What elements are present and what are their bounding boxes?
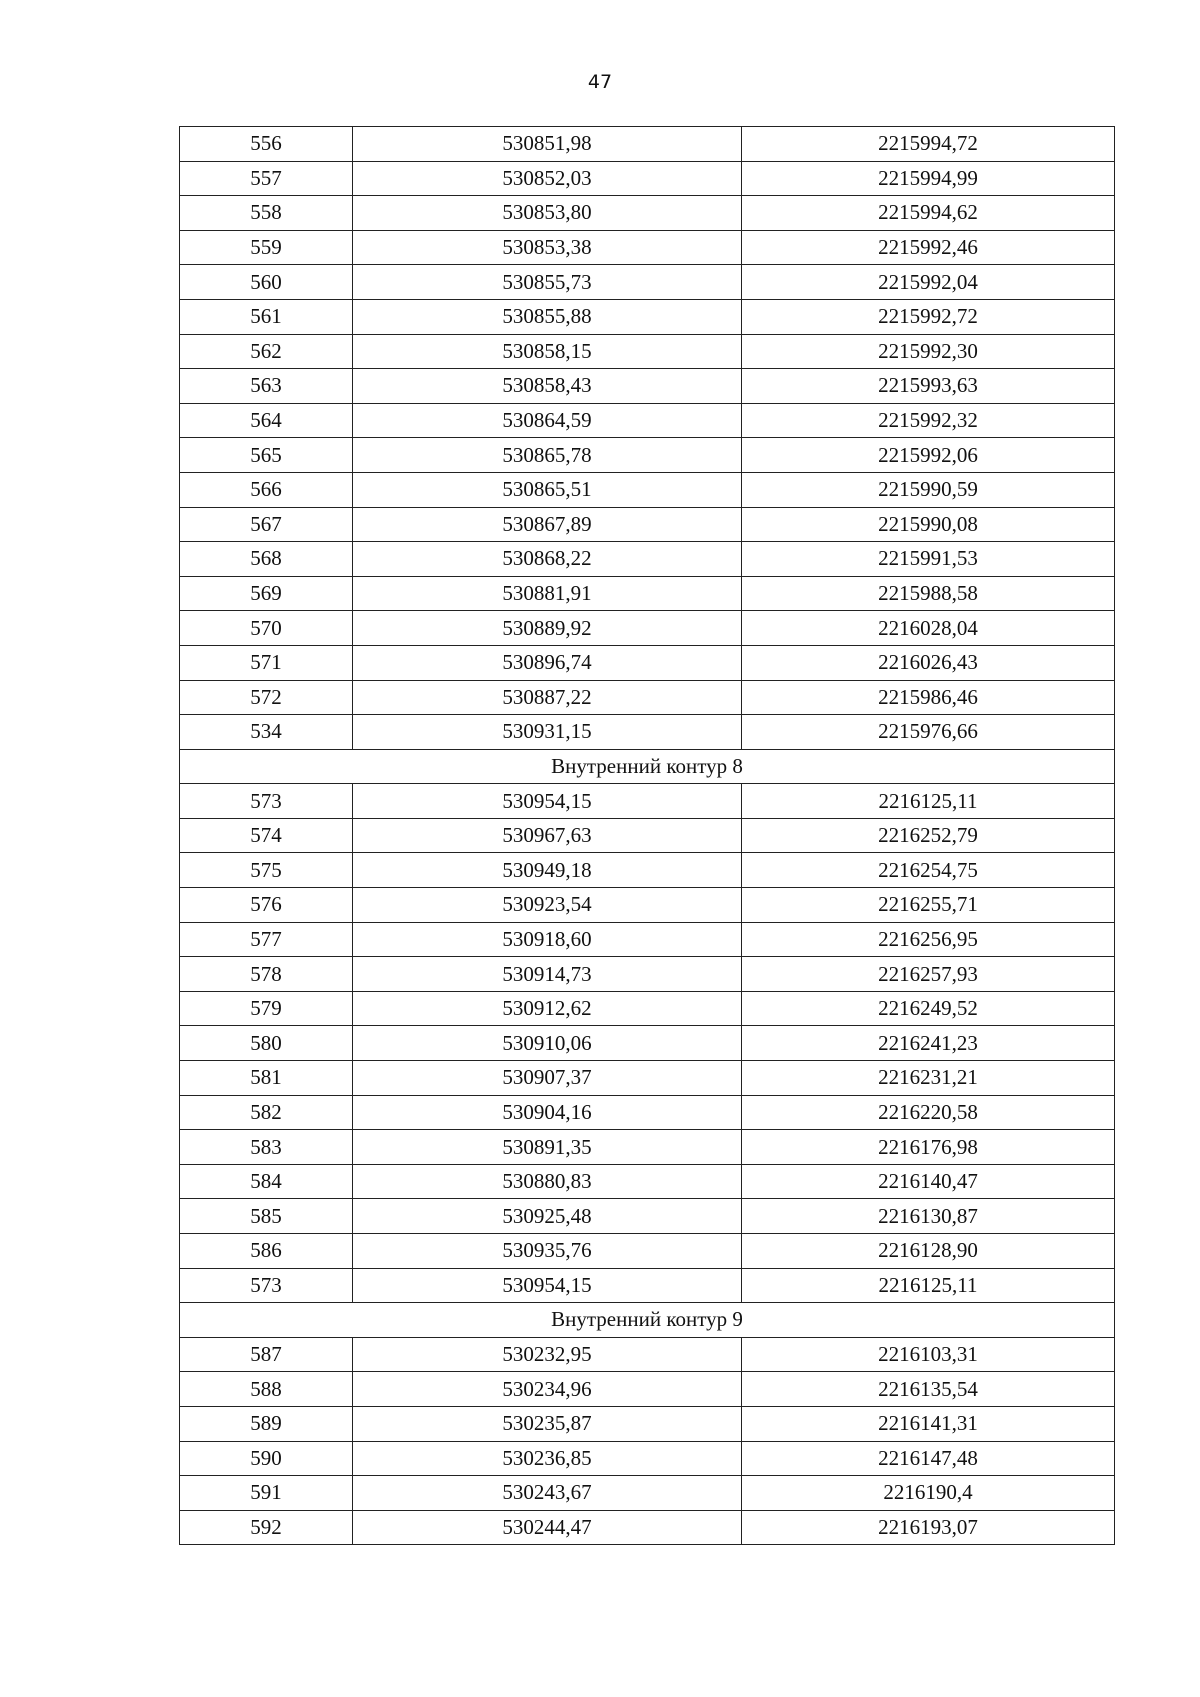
point-number-cell: 580 bbox=[180, 1026, 353, 1061]
y-coordinate-cell: 2216190,4 bbox=[742, 1476, 1115, 1511]
coordinates-table bbox=[179, 126, 1115, 1545]
point-number-cell: 569 bbox=[180, 576, 353, 611]
x-coordinate-cell: 530851,98 bbox=[353, 127, 742, 162]
table-row bbox=[180, 645, 1115, 680]
table-row bbox=[180, 1061, 1115, 1096]
x-coordinate-cell: 530896,74 bbox=[353, 645, 742, 680]
y-coordinate-cell: 2216128,90 bbox=[742, 1234, 1115, 1269]
table-row bbox=[180, 1337, 1115, 1372]
point-number-cell: 575 bbox=[180, 853, 353, 888]
x-coordinate-cell: 530232,95 bbox=[353, 1337, 742, 1372]
x-coordinate-cell: 530912,62 bbox=[353, 991, 742, 1026]
point-number-cell: 584 bbox=[180, 1164, 353, 1199]
point-number-cell: 582 bbox=[180, 1095, 353, 1130]
table-row bbox=[180, 853, 1115, 888]
y-coordinate-cell: 2215976,66 bbox=[742, 715, 1115, 750]
table-row bbox=[180, 1026, 1115, 1061]
table-row bbox=[180, 299, 1115, 334]
x-coordinate-cell: 530967,63 bbox=[353, 818, 742, 853]
point-number-cell: 561 bbox=[180, 299, 353, 334]
point-number-cell: 572 bbox=[180, 680, 353, 715]
point-number-cell: 574 bbox=[180, 818, 353, 853]
point-number-cell: 576 bbox=[180, 888, 353, 923]
y-coordinate-cell: 2215992,04 bbox=[742, 265, 1115, 300]
y-coordinate-cell: 2216026,43 bbox=[742, 645, 1115, 680]
point-number-cell: 570 bbox=[180, 611, 353, 646]
y-coordinate-cell: 2216103,31 bbox=[742, 1337, 1115, 1372]
point-number-cell: 588 bbox=[180, 1372, 353, 1407]
y-coordinate-cell: 2216147,48 bbox=[742, 1441, 1115, 1476]
y-coordinate-cell: 2216254,75 bbox=[742, 853, 1115, 888]
table-row bbox=[180, 784, 1115, 819]
table-row bbox=[180, 438, 1115, 473]
table-row bbox=[180, 680, 1115, 715]
table-row bbox=[180, 611, 1115, 646]
x-coordinate-cell: 530234,96 bbox=[353, 1372, 742, 1407]
point-number-cell: 589 bbox=[180, 1406, 353, 1441]
x-coordinate-cell: 530855,73 bbox=[353, 265, 742, 300]
point-number-cell: 573 bbox=[180, 784, 353, 819]
point-number-cell: 577 bbox=[180, 922, 353, 957]
y-coordinate-cell: 2216231,21 bbox=[742, 1061, 1115, 1096]
table-row bbox=[180, 1268, 1115, 1303]
x-coordinate-cell: 530891,35 bbox=[353, 1130, 742, 1165]
x-coordinate-cell: 530865,78 bbox=[353, 438, 742, 473]
point-number-cell: 578 bbox=[180, 957, 353, 992]
x-coordinate-cell: 530910,06 bbox=[353, 1026, 742, 1061]
x-coordinate-cell: 530244,47 bbox=[353, 1510, 742, 1545]
point-number-cell: 592 bbox=[180, 1510, 353, 1545]
x-coordinate-cell: 530867,89 bbox=[353, 507, 742, 542]
y-coordinate-cell: 2215993,63 bbox=[742, 369, 1115, 404]
y-coordinate-cell: 2216176,98 bbox=[742, 1130, 1115, 1165]
contour-title: Внутренний контур 8 bbox=[180, 749, 1115, 784]
point-number-cell: 568 bbox=[180, 542, 353, 577]
table-row bbox=[180, 403, 1115, 438]
y-coordinate-cell: 2216257,93 bbox=[742, 957, 1115, 992]
point-number-cell: 559 bbox=[180, 230, 353, 265]
table-row bbox=[180, 265, 1115, 300]
coordinates-table-body bbox=[180, 127, 1115, 1545]
table-row bbox=[180, 818, 1115, 853]
x-coordinate-cell: 530855,88 bbox=[353, 299, 742, 334]
y-coordinate-cell: 2216220,58 bbox=[742, 1095, 1115, 1130]
point-number-cell: 567 bbox=[180, 507, 353, 542]
y-coordinate-cell: 2215994,99 bbox=[742, 161, 1115, 196]
x-coordinate-cell: 530918,60 bbox=[353, 922, 742, 957]
contour-header-row bbox=[180, 1303, 1115, 1338]
x-coordinate-cell: 530904,16 bbox=[353, 1095, 742, 1130]
x-coordinate-cell: 530914,73 bbox=[353, 957, 742, 992]
table-row bbox=[180, 1095, 1115, 1130]
point-number-cell: 558 bbox=[180, 196, 353, 231]
y-coordinate-cell: 2216193,07 bbox=[742, 1510, 1115, 1545]
table-row bbox=[180, 1234, 1115, 1269]
point-number-cell: 563 bbox=[180, 369, 353, 404]
x-coordinate-cell: 530243,67 bbox=[353, 1476, 742, 1511]
point-number-cell: 560 bbox=[180, 265, 353, 300]
x-coordinate-cell: 530853,38 bbox=[353, 230, 742, 265]
point-number-cell: 585 bbox=[180, 1199, 353, 1234]
x-coordinate-cell: 530889,92 bbox=[353, 611, 742, 646]
x-coordinate-cell: 530853,80 bbox=[353, 196, 742, 231]
table-row bbox=[180, 1164, 1115, 1199]
x-coordinate-cell: 530868,22 bbox=[353, 542, 742, 577]
table-row bbox=[180, 715, 1115, 750]
y-coordinate-cell: 2216028,04 bbox=[742, 611, 1115, 646]
x-coordinate-cell: 530931,15 bbox=[353, 715, 742, 750]
contour-header-row bbox=[180, 749, 1115, 784]
y-coordinate-cell: 2215990,59 bbox=[742, 472, 1115, 507]
x-coordinate-cell: 530864,59 bbox=[353, 403, 742, 438]
table-row bbox=[180, 127, 1115, 162]
x-coordinate-cell: 530935,76 bbox=[353, 1234, 742, 1269]
point-number-cell: 566 bbox=[180, 472, 353, 507]
table-row bbox=[180, 576, 1115, 611]
table-row bbox=[180, 230, 1115, 265]
page-number: 47 bbox=[587, 71, 613, 93]
point-number-cell: 590 bbox=[180, 1441, 353, 1476]
x-coordinate-cell: 530923,54 bbox=[353, 888, 742, 923]
table-row bbox=[180, 1476, 1115, 1511]
point-number-cell: 565 bbox=[180, 438, 353, 473]
y-coordinate-cell: 2215992,72 bbox=[742, 299, 1115, 334]
x-coordinate-cell: 530954,15 bbox=[353, 784, 742, 819]
point-number-cell: 571 bbox=[180, 645, 353, 680]
table-row bbox=[180, 991, 1115, 1026]
x-coordinate-cell: 530858,43 bbox=[353, 369, 742, 404]
point-number-cell: 587 bbox=[180, 1337, 353, 1372]
y-coordinate-cell: 2216125,11 bbox=[742, 784, 1115, 819]
y-coordinate-cell: 2216130,87 bbox=[742, 1199, 1115, 1234]
table-row bbox=[180, 922, 1115, 957]
x-coordinate-cell: 530907,37 bbox=[353, 1061, 742, 1096]
y-coordinate-cell: 2216241,23 bbox=[742, 1026, 1115, 1061]
table-row bbox=[180, 161, 1115, 196]
y-coordinate-cell: 2215994,62 bbox=[742, 196, 1115, 231]
point-number-cell: 583 bbox=[180, 1130, 353, 1165]
x-coordinate-cell: 530235,87 bbox=[353, 1406, 742, 1441]
y-coordinate-cell: 2215990,08 bbox=[742, 507, 1115, 542]
point-number-cell: 586 bbox=[180, 1234, 353, 1269]
point-number-cell: 579 bbox=[180, 991, 353, 1026]
y-coordinate-cell: 2216135,54 bbox=[742, 1372, 1115, 1407]
x-coordinate-cell: 530954,15 bbox=[353, 1268, 742, 1303]
contour-title: Внутренний контур 9 bbox=[180, 1303, 1115, 1338]
table-row bbox=[180, 1130, 1115, 1165]
point-number-cell: 562 bbox=[180, 334, 353, 369]
x-coordinate-cell: 530852,03 bbox=[353, 161, 742, 196]
table-row bbox=[180, 507, 1115, 542]
y-coordinate-cell: 2216256,95 bbox=[742, 922, 1115, 957]
table-row bbox=[180, 1199, 1115, 1234]
y-coordinate-cell: 2215992,06 bbox=[742, 438, 1115, 473]
y-coordinate-cell: 2215994,72 bbox=[742, 127, 1115, 162]
table-row bbox=[180, 472, 1115, 507]
table-row bbox=[180, 334, 1115, 369]
y-coordinate-cell: 2215992,46 bbox=[742, 230, 1115, 265]
table-row bbox=[180, 1510, 1115, 1545]
table-row bbox=[180, 369, 1115, 404]
table-row bbox=[180, 957, 1115, 992]
point-number-cell: 534 bbox=[180, 715, 353, 750]
x-coordinate-cell: 530887,22 bbox=[353, 680, 742, 715]
table-row bbox=[180, 542, 1115, 577]
x-coordinate-cell: 530858,15 bbox=[353, 334, 742, 369]
y-coordinate-cell: 2215992,32 bbox=[742, 403, 1115, 438]
x-coordinate-cell: 530881,91 bbox=[353, 576, 742, 611]
table-row bbox=[180, 1406, 1115, 1441]
table-row bbox=[180, 196, 1115, 231]
point-number-cell: 556 bbox=[180, 127, 353, 162]
y-coordinate-cell: 2215986,46 bbox=[742, 680, 1115, 715]
table-row bbox=[180, 888, 1115, 923]
y-coordinate-cell: 2215991,53 bbox=[742, 542, 1115, 577]
y-coordinate-cell: 2216140,47 bbox=[742, 1164, 1115, 1199]
point-number-cell: 581 bbox=[180, 1061, 353, 1096]
y-coordinate-cell: 2216141,31 bbox=[742, 1406, 1115, 1441]
y-coordinate-cell: 2216255,71 bbox=[742, 888, 1115, 923]
x-coordinate-cell: 530949,18 bbox=[353, 853, 742, 888]
y-coordinate-cell: 2215992,30 bbox=[742, 334, 1115, 369]
point-number-cell: 573 bbox=[180, 1268, 353, 1303]
x-coordinate-cell: 530880,83 bbox=[353, 1164, 742, 1199]
y-coordinate-cell: 2216125,11 bbox=[742, 1268, 1115, 1303]
y-coordinate-cell: 2215988,58 bbox=[742, 576, 1115, 611]
table-row bbox=[180, 1372, 1115, 1407]
x-coordinate-cell: 530925,48 bbox=[353, 1199, 742, 1234]
point-number-cell: 591 bbox=[180, 1476, 353, 1511]
point-number-cell: 557 bbox=[180, 161, 353, 196]
x-coordinate-cell: 530865,51 bbox=[353, 472, 742, 507]
y-coordinate-cell: 2216249,52 bbox=[742, 991, 1115, 1026]
x-coordinate-cell: 530236,85 bbox=[353, 1441, 742, 1476]
table-row bbox=[180, 1441, 1115, 1476]
point-number-cell: 564 bbox=[180, 403, 353, 438]
y-coordinate-cell: 2216252,79 bbox=[742, 818, 1115, 853]
